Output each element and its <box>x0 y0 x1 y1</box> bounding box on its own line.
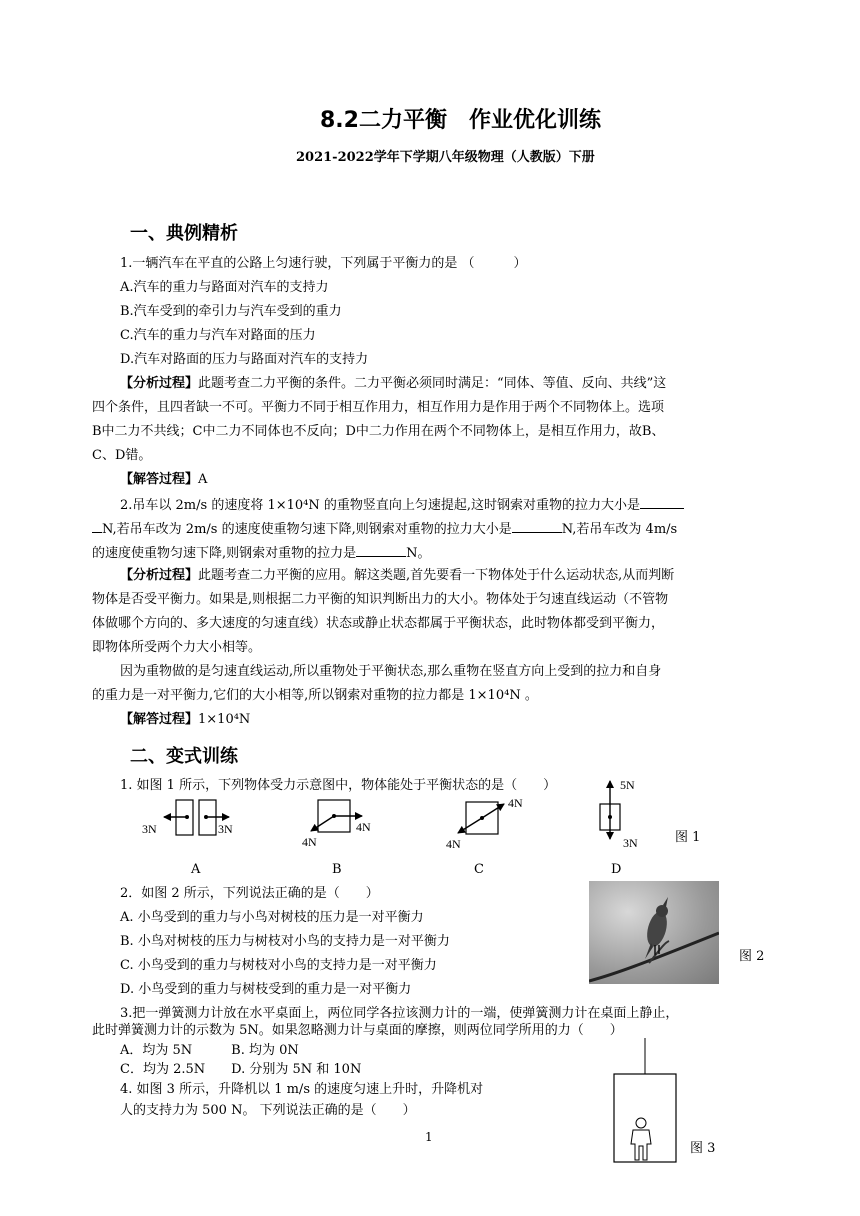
q1-option-c: C.汽车的重力与汽车对路面的压力 <box>120 328 316 343</box>
page-title: 8.2二力平衡 作业优化训练 <box>320 108 601 133</box>
choice-label-a: A <box>191 862 201 877</box>
q1-answer: 【解答过程】A <box>120 472 208 487</box>
answer-blank-1[interactable] <box>640 496 684 509</box>
bird-image <box>589 881 719 984</box>
q2-analysis-line-4: 即物体所受两个力大小相等。 <box>92 640 262 655</box>
p3-line-1: 3.把一弹簧测力计放在水平桌面上，两位同学各拉该测力计的一端，使弹簧测力计在桌面上静止， <box>120 1006 679 1021</box>
q1-analysis-line-2: 四个条件，且四者缺一不可。平衡力不同于相互作用力，相互作用力是作用于两个不同物体上。选项 <box>92 400 665 415</box>
q2-analysis-line-3: 体做哪个方向的、多大速度的匀速直线）状态或静止状态都属于平衡状态，此时物体都受到平衡力， <box>92 616 665 631</box>
p2-stem: 2．如图 2 所示，下列说法正确的是（ ） <box>120 886 379 901</box>
q2-analysis-line-2: 物体是否受平衡力。如果是,则根据二力平衡的知识判断出力的大小。物体处于匀速直线运动（不管物 <box>92 592 669 607</box>
p1-stem: 1. 如图 1 所示，下列物体受力示意图中，物体能处于平衡状态的是（ ） <box>120 778 557 793</box>
choice-label-d: D <box>611 862 622 877</box>
answer-label: 【解答过程】 <box>120 712 199 727</box>
figure-2-label: 图 2 <box>739 949 765 964</box>
choice-label-c: C <box>474 862 484 877</box>
diagram-a <box>142 800 233 836</box>
answer-blank-3[interactable] <box>356 544 406 557</box>
q1-stem: 1.一辆汽车在平直的公路上匀速行驶，下列属于平衡力的是 （ ） <box>120 256 527 271</box>
figure-3-label: 图 3 <box>690 1141 716 1156</box>
analysis-label: 【分析过程】 <box>120 568 199 583</box>
figure-3-elevator <box>605 1038 680 1164</box>
p2-option-c: C. 小鸟受到的重力与树枝对小鸟的支持力是一对平衡力 <box>120 958 437 973</box>
figure-1-force-diagrams <box>130 772 710 882</box>
diagram-d <box>600 778 638 850</box>
page-subtitle: 2021-2022学年下学期八年级物理（人教版）下册 <box>296 150 595 165</box>
q2-line-3: 的速度使重物匀速下降,则钢索对重物的拉力是 N。 <box>92 546 431 561</box>
label-a-right: 3N <box>218 822 233 836</box>
answer-blank-1-cont[interactable] <box>92 520 102 533</box>
label-c-top: 4N <box>508 796 523 810</box>
figure-1-label: 图 1 <box>675 830 701 845</box>
q2-answer: 【解答过程】1×10⁴N <box>120 712 251 727</box>
p3-line-2: 此时弹簧测力计的示数为 5N。如果忽略测力计与桌面的摩擦，则两位同学所用的力（ ） <box>92 1023 623 1038</box>
label-c-bottom: 4N <box>446 837 461 851</box>
answer-blank-2[interactable] <box>512 520 562 533</box>
q2-analysis-line-1: 【分析过程】此题考查二力平衡的应用。解这类题,首先要看一下物体处于什么运动状态,从而判断 <box>120 568 675 583</box>
section-heading-practice: 二、变式训练 <box>130 746 238 767</box>
section-heading-examples: 一、典例精析 <box>130 223 238 244</box>
label-b-left: 4N <box>302 835 317 849</box>
elevator-car <box>614 1074 676 1162</box>
label-a-left: 3N <box>142 822 157 836</box>
p4-line-1: 4. 如图 3 所示，升降机以 1 m/s 的速度匀速上升时，升降机对 <box>120 1082 484 1097</box>
p3-line-3: A．均为 5N B. 均为 0N <box>120 1043 299 1058</box>
p4-line-2: 人的支持力为 500 N。 下列说法正确的是（ ） <box>120 1103 416 1118</box>
q1-analysis-line-1: 【分析过程】此题考查二力平衡的条件。二力平衡必须同时满足：“同体、等值、反向、共线”这 <box>120 376 667 391</box>
q1-analysis-line-4: C、D错。 <box>92 448 152 463</box>
q2-analysis-line-6: 的重力是一对平衡力,它们的大小相等,所以钢索对重物的拉力都是 1×10⁴N 。 <box>92 688 538 703</box>
answer-label: 【解答过程】 <box>120 472 199 487</box>
q1-option-a: A.汽车的重力与路面对汽车的支持力 <box>120 280 329 295</box>
page-number: 1 <box>425 1130 433 1144</box>
q2-line-1: 2.吊车以 2m/s 的速度将 1×10⁴N 的重物竖直向上匀速提起,这时钢索对重物的拉力大小是 <box>120 496 684 514</box>
q1-option-d: D.汽车对路面的压力与路面对汽车的支持力 <box>120 352 369 367</box>
q2-analysis-line-5: 因为重物做的是匀速直线运动,所以重物处于平衡状态,那么重物在竖直方向上受到的拉力和自身 <box>120 664 662 679</box>
p3-line-4: C．均为 2.5N D. 分别为 5N 和 10N <box>120 1062 362 1077</box>
p2-option-d: D. 小鸟受到的重力与树枝受到的重力是一对平衡力 <box>120 982 412 997</box>
choice-label-b: B <box>332 862 342 877</box>
p2-option-a: A. 小鸟受到的重力与小鸟对树枝的压力是一对平衡力 <box>120 910 424 925</box>
diagram-b <box>302 800 371 849</box>
q2-line-2: N,若吊车改为 2m/s 的速度使重物匀速下降,则钢索对重物的拉力大小是 N,若吊车改为 4m/s <box>92 520 677 538</box>
analysis-label: 【分析过程】 <box>120 376 199 391</box>
label-b-right: 4N <box>356 820 371 834</box>
p2-option-b: B. 小鸟对树枝的压力与树枝对小鸟的支持力是一对平衡力 <box>120 934 450 949</box>
figure-2-bird-photo <box>589 881 719 984</box>
label-d-top: 5N <box>620 778 635 792</box>
q1-analysis-line-3: B中二力不共线；C中二力不同体也不反向；D中二力作用在两个不同物体上，是相互作用力，故B、 <box>92 424 665 439</box>
q1-option-b: B.汽车受到的牵引力与汽车受到的重力 <box>120 304 342 319</box>
diagram-c <box>446 796 523 851</box>
label-d-bottom: 3N <box>623 836 638 850</box>
